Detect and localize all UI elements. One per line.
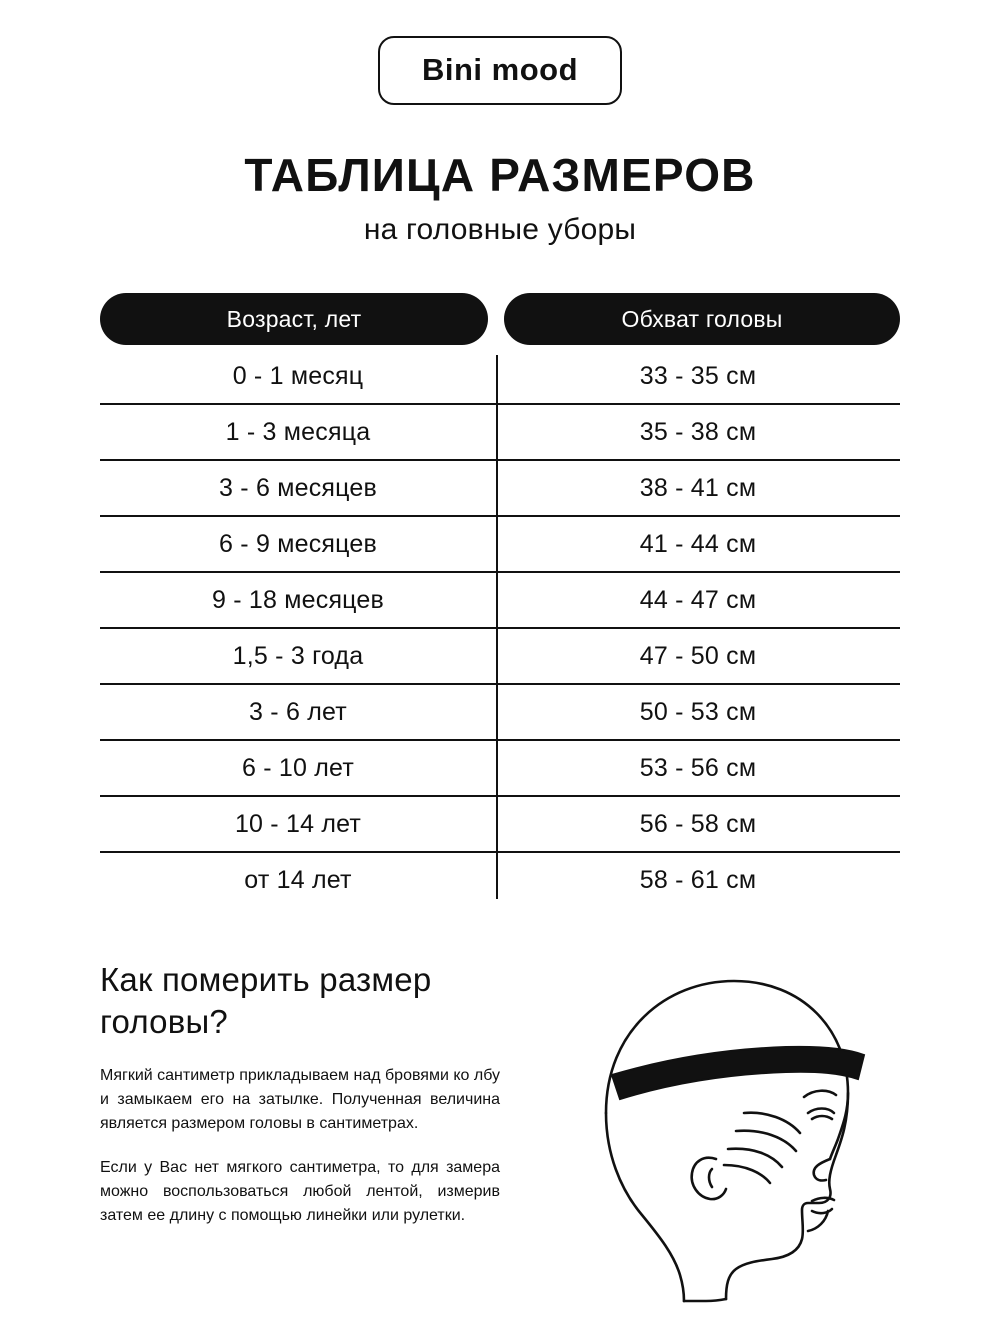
cell-age: 9 - 18 месяцев — [211, 585, 385, 614]
howto-title: Как померить размер головы? — [100, 961, 432, 1040]
cell-circumference: 33 - 35 см — [639, 361, 757, 390]
cell-circumference: 35 - 38 см — [639, 417, 757, 446]
cell-circumference: 53 - 56 см — [639, 753, 757, 782]
howto-section — [0, 959, 1000, 1313]
cell-circumference: 47 - 50 см — [639, 641, 757, 670]
cell-circumference: 50 - 53 см — [639, 697, 757, 726]
cell-age: 3 - 6 месяцев — [219, 473, 377, 502]
cell-age: 0 - 1 месяц — [232, 361, 364, 390]
page-subtitle: на головные уборы — [363, 213, 637, 247]
howto-text-column — [100, 959, 530, 1313]
table-row — [100, 853, 900, 907]
cell-age: 1 - 3 месяца — [225, 417, 371, 446]
cell-circumference: 56 - 58 см — [639, 809, 757, 838]
table-body — [100, 349, 900, 907]
howto-paragraph-2: Если у Вас нет мягкого сантиметра, то для замера можно воспользоваться любой лентой, измерив затем ее длину с помощью линейки или рулетки. — [100, 1158, 500, 1224]
table-header-row — [100, 293, 900, 345]
table-row — [100, 405, 900, 461]
cell-circumference: 58 - 61 см — [639, 865, 757, 894]
table-row — [100, 629, 900, 685]
table-row — [100, 517, 900, 573]
cell-circumference: 44 - 47 см — [639, 585, 757, 614]
table-row — [100, 349, 900, 405]
table-row — [100, 741, 900, 797]
column-header-age: Возраст, лет — [100, 293, 488, 345]
howto-illustration — [530, 959, 952, 1313]
table-row — [100, 573, 900, 629]
cell-age: 10 - 14 лет — [234, 809, 362, 838]
cell-age: 3 - 6 лет — [249, 697, 347, 726]
cell-circumference: 38 - 41 см — [639, 473, 757, 502]
table-row — [100, 685, 900, 741]
cell-age: 6 - 10 лет — [242, 753, 354, 782]
brand-name: Bini mood — [421, 52, 579, 87]
column-header-circumference: Обхват головы — [504, 293, 900, 345]
page-title: ТАБЛИЦА РАЗМЕРОВ — [244, 149, 756, 201]
brand-header — [0, 0, 1000, 105]
table-vertical-divider — [496, 355, 498, 899]
cell-age: от 14 лет — [244, 865, 352, 894]
cell-age: 1,5 - 3 года — [232, 641, 364, 670]
cell-circumference: 41 - 44 см — [639, 529, 757, 558]
howto-paragraph-1: Мягкий сантиметр прикладываем над бровями ко лбу и замыкаем его на затылке. Полученная величина является размером головы в сантиметрах. — [100, 1066, 501, 1132]
size-table — [100, 293, 900, 907]
table-row — [100, 797, 900, 853]
table-row — [100, 461, 900, 517]
cell-age: 6 - 9 месяцев — [219, 529, 377, 558]
brand-logo-box — [378, 36, 622, 105]
head-profile-icon — [576, 963, 906, 1313]
